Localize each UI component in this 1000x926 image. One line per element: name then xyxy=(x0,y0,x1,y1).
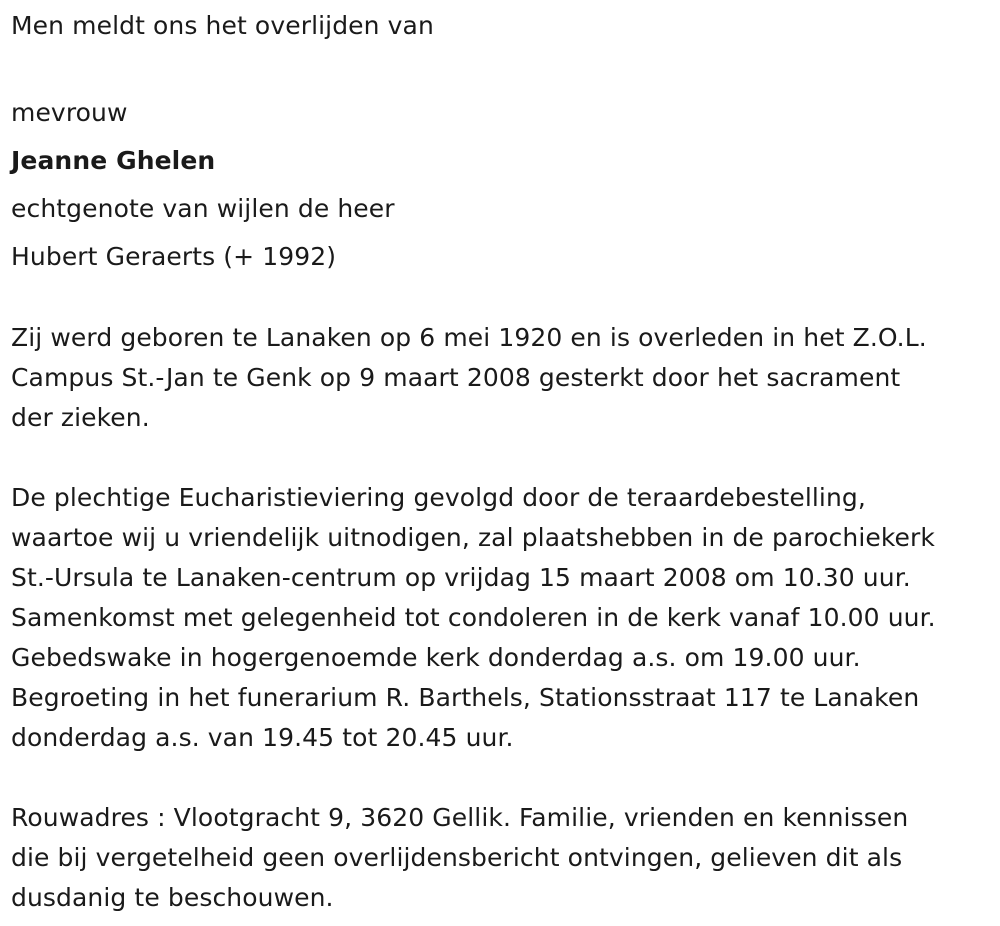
paragraph-line: Begroeting in het funerarium R. Barthels, Stationsstraat 117 te Lanaken xyxy=(11,683,920,712)
obituary-notice xyxy=(11,0,991,918)
paragraph-line: Samenkomst met gelegenheid tot condoleren in de kerk vanaf 10.00 uur. xyxy=(11,603,936,632)
address-paragraph xyxy=(11,798,991,918)
paragraph-line: der zieken. xyxy=(11,403,150,432)
deceased-name: Jeanne Ghelen xyxy=(11,146,216,175)
paragraph-line: die bij vergetelheid geen overlijdensbericht ontvingen, gelieven dit als xyxy=(11,843,903,872)
intro-line: Men meldt ons het overlijden van xyxy=(11,11,434,40)
paragraph-line: dusdanig te beschouwen. xyxy=(11,883,334,912)
title-prefix: mevrouw xyxy=(11,98,128,127)
paragraph-line: waartoe wij u vriendelijk uitnodigen, zal plaatshebben in de parochiekerk xyxy=(11,523,935,552)
ceremony-paragraph xyxy=(11,478,991,758)
paragraph-line: St.-Ursula te Lanaken-centrum op vrijdag 15 maart 2008 om 10.30 uur. xyxy=(11,563,911,592)
relation-line: echtgenote van wijlen de heer xyxy=(11,194,395,223)
paragraph-line: donderdag a.s. van 19.45 tot 20.45 uur. xyxy=(11,723,514,752)
birth-death-paragraph xyxy=(11,318,991,438)
paragraph-line: Gebedswake in hogergenoemde kerk donderdag a.s. om 19.00 uur. xyxy=(11,643,861,672)
paragraph-line: De plechtige Eucharistieviering gevolgd door de teraardebestelling, xyxy=(11,483,866,512)
spouse-line: Hubert Geraerts (+ 1992) xyxy=(11,242,337,271)
paragraph-line: Zij werd geboren te Lanaken op 6 mei 1920 en is overleden in het Z.O.L. xyxy=(11,323,927,352)
paragraph-line: Rouwadres : Vlootgracht 9, 3620 Gellik. Familie, vrienden en kennissen xyxy=(11,803,909,832)
paragraph-line: Campus St.-Jan te Genk op 9 maart 2008 gesterkt door het sacrament xyxy=(11,363,901,392)
